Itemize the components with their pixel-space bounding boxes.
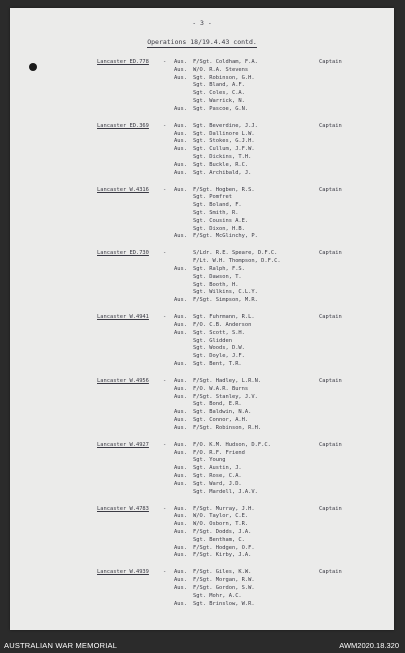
crew-member-row [10,409,394,417]
member-name: Sgt. Young [193,457,226,464]
captain-label: Captain [319,505,342,512]
member-name: Sgt. Booth, H. [193,281,239,288]
crew-member-row [10,162,394,170]
member-name: F/Sgt. Hodgen, O.F. [193,544,255,551]
crew-member-row [10,481,394,489]
member-prefix: Aus. [174,480,187,487]
crew-member-row [10,59,394,67]
member-name: Sgt. Coles, C.A. [193,90,245,97]
member-prefix: Aus. [174,393,187,400]
crew-member-row [10,266,394,274]
member-name: F/Sgt. Murray, J.H. [193,505,255,512]
page-heading [10,38,394,46]
crew-member-row [10,138,394,146]
member-prefix: Aus. [174,416,187,423]
crew-block [10,378,394,442]
crew-member-row [10,506,394,514]
crew-member-row [10,250,394,258]
crew-member-row [10,537,394,545]
crew-member-row [10,601,394,609]
member-name: F/Sgt. McGlinchy, P. [193,233,258,240]
member-prefix: Aus. [174,584,187,591]
crew-member-row [10,330,394,338]
aircraft-designation: Lancaster ED.369 [97,122,149,129]
member-name: F/Sgt. Kirby, J.A. [193,552,252,559]
crew-member-row [10,386,394,394]
crew-block [10,59,394,123]
member-name: F/Sgt. Hogben, R.S. [193,186,255,193]
member-name: Sgt. Doyle, J.F. [193,353,245,360]
member-name: Sgt. Beverdine, J.J. [193,122,258,129]
crew-block [10,123,394,187]
member-name: Sgt. Scott, S.H. [193,329,245,336]
crew-member-row [10,473,394,481]
crew-block [10,187,394,251]
crew-member-row [10,233,394,241]
separator-dash: - [163,377,167,384]
crew-member-row [10,314,394,322]
crew-member-row [10,378,394,386]
member-prefix: Aus. [174,409,187,416]
separator-dash: - [163,186,167,193]
crew-member-row [10,154,394,162]
member-prefix: Aus. [174,472,187,479]
aircraft-designation: Lancaster W.4927 [97,441,149,448]
crew-block [10,569,394,633]
member-name: Sgt. Bent, T.R. [193,360,242,367]
crew-member-row [10,401,394,409]
captain-label: Captain [319,122,342,129]
member-name: F/Sgt. Simpson, M.R. [193,297,258,304]
member-name: Sgt. Woods, D.W. [193,345,245,352]
crew-member-row [10,353,394,361]
page-heading-text: Operations 18/19.4.43 contd. [147,38,257,46]
member-prefix: Aus. [174,377,187,384]
crew-member-row [10,274,394,282]
aircraft-designation: Lancaster W.4316 [97,186,149,193]
member-name: F/Lt. W.H. Thompson, D.F.C. [193,258,281,265]
member-prefix: Aus. [174,544,187,551]
crew-member-row [10,123,394,131]
crew-member-row [10,338,394,346]
member-name: F/Sgt. Dodds, J.A. [193,528,252,535]
captain-label: Captain [319,186,342,193]
member-name: Sgt. Stokes, G.J.H. [193,138,255,145]
member-prefix: Aus. [174,521,187,528]
separator-dash: - [163,314,167,321]
member-name: F/O. C.B. Anderson [193,321,252,328]
separator-dash: - [163,505,167,512]
member-name: F/Sgt. Giles, K.W. [193,569,252,576]
member-prefix: Aus. [174,186,187,193]
crew-member-row [10,450,394,458]
crew-block [10,506,394,570]
crew-member-row [10,545,394,553]
member-prefix: Aus. [174,600,187,607]
crew-member-row [10,106,394,114]
crew-member-row [10,345,394,353]
member-name: W/O. R.A. Stevens [193,66,249,73]
member-name: Sgt. Dickins, T.H. [193,153,252,160]
crew-member-row [10,226,394,234]
member-name: F/Sgt. Coldham, F.A. [193,59,258,65]
crew-member-row [10,146,394,154]
member-name: Sgt. Cousins A.E. [193,217,249,224]
crew-member-row [10,194,394,202]
member-prefix: Aus. [174,424,187,431]
member-name: Sgt. Buckle, R.C. [193,161,249,168]
document-page [10,8,394,630]
aircraft-designation: Lancaster W.4939 [97,569,149,576]
member-name: F/Sgt. Gordon, S.W. [193,584,255,591]
crew-member-row [10,361,394,369]
crew-member-row [10,75,394,83]
member-name: F/Sgt. Robinson, R.H. [193,424,262,431]
member-name: Sgt. Dawson, T. [193,273,242,280]
member-prefix: Aus. [174,465,187,472]
member-prefix: Aus. [174,505,187,512]
separator-dash: - [163,441,167,448]
member-prefix: Aus. [174,321,187,328]
footer-institution: AUSTRALIAN WAR MEMORIAL [4,641,118,650]
aircraft-designation: Lancaster W.4783 [97,505,149,512]
crew-member-row [10,187,394,195]
crew-block [10,442,394,506]
member-prefix: Aus. [174,314,187,321]
crew-member-row [10,282,394,290]
member-name: Sgt. Rose, C.A. [193,472,242,479]
crew-member-row [10,552,394,560]
member-prefix: Aus. [174,161,187,168]
crew-member-row [10,98,394,106]
member-prefix: Aus. [174,577,187,584]
member-name: F/Sgt. Morgan, R.W. [193,577,255,584]
crew-member-row [10,513,394,521]
member-name: Sgt. Bond, E.R. [193,401,242,408]
member-name: Sgt. Bentham, C. [193,536,245,543]
member-prefix: Aus. [174,449,187,456]
crew-member-row [10,593,394,601]
member-prefix: Aus. [174,146,187,153]
aircraft-designation: Lancaster ED.730 [97,250,149,257]
member-name: Sgt. Mohr, A.C. [193,592,242,599]
member-name: Sgt. Glidden [193,337,232,344]
crew-member-row [10,569,394,577]
member-name: F/O. R.F. Friend [193,449,245,456]
member-name: Sgt. Baldwin, N.A. [193,409,252,416]
member-prefix: Aus. [174,122,187,129]
member-prefix: Aus. [174,385,187,392]
crew-member-row [10,425,394,433]
crew-list [10,59,394,633]
member-prefix: Aus. [174,360,187,367]
separator-dash: - [163,250,167,257]
member-prefix: Aus. [174,105,187,112]
member-prefix: Aus. [174,130,187,137]
member-name: Sgt. Brinslow, W.R. [193,600,255,607]
page-number: - 3 - [192,19,212,27]
crew-member-row [10,489,394,497]
crew-member-row [10,131,394,139]
crew-member-row [10,90,394,98]
member-name: Sgt. Cullum, J.F.W. [193,146,255,153]
captain-label: Captain [319,377,342,384]
member-name: Sgt. Connor, A.H. [193,416,249,423]
crew-member-row [10,297,394,305]
captain-label: Captain [319,441,342,448]
member-name: Sgt. Ralph, F.S. [193,265,245,272]
member-name: Sgt. Austin, J. [193,465,242,472]
member-name: Sgt. Pascoe, G.N. [193,105,249,112]
member-prefix: Aus. [174,138,187,145]
crew-block [10,314,394,378]
member-prefix: Aus. [174,329,187,336]
crew-member-row [10,577,394,585]
member-prefix: Aus. [174,569,187,576]
member-name: F/Sgt. Stanley, J.V. [193,393,258,400]
member-name: Sgt. Bland, A.F. [193,82,245,89]
crew-member-row [10,585,394,593]
member-name: Sgt. Ward, J.D. [193,480,242,487]
member-prefix: Aus. [174,169,187,176]
member-prefix: Aus. [174,441,187,448]
crew-member-row [10,465,394,473]
aircraft-designation: Lancaster W.4941 [97,314,149,321]
member-name: W/O. Osborn, T.R. [193,521,249,528]
member-name: Sgt. Boland, F. [193,202,242,209]
crew-member-row [10,258,394,266]
member-name: Sgt. Warrick, N. [193,97,245,104]
member-prefix: Aus. [174,513,187,520]
captain-label: Captain [319,59,342,65]
crew-member-row [10,67,394,75]
member-prefix: Aus. [174,233,187,240]
crew-member-row [10,529,394,537]
member-name: S/Ldr. R.E. Speare, D.F.C. [193,250,278,257]
member-name: F/O. W.A.R. Burns [193,385,249,392]
crew-member-row [10,170,394,178]
member-name: Sgt. Pomfret [193,194,232,201]
crew-member-row [10,442,394,450]
footer-accession-number: AWM2020.18.320 [339,641,399,650]
member-name: Sgt. Dallinore L.W. [193,130,255,137]
member-prefix: Aus. [174,66,187,73]
member-name: Sgt. Smith, R. [193,209,239,216]
member-name: Sgt. Mardell, J.A.V. [193,488,258,495]
crew-member-row [10,218,394,226]
aircraft-designation: Lancaster ED.778 [97,59,149,65]
member-prefix: Aus. [174,552,187,559]
member-name: Sgt. Archibald, J. [193,169,252,176]
captain-label: Captain [319,569,342,576]
member-name: Sgt. Fuhrmann, R.L. [193,314,255,321]
member-prefix: Aus. [174,74,187,81]
crew-member-row [10,210,394,218]
captain-label: Captain [319,314,342,321]
member-name: W/O. Taylor, C.E. [193,513,249,520]
crew-member-row [10,394,394,402]
member-name: F/Sgt. Hadley, L.R.N. [193,377,262,384]
member-prefix: Aus. [174,59,187,65]
member-name: Sgt. Robinson, G.H. [193,74,255,81]
member-name: Sgt. Dixon, H.B. [193,225,245,232]
member-name: Sgt. Wilkins, C.L.Y. [193,289,258,296]
crew-member-row [10,322,394,330]
member-name: F/O. K.M. Hudson, D.F.C. [193,441,271,448]
captain-label: Captain [319,250,342,257]
crew-member-row [10,82,394,90]
footer-bar [0,637,405,653]
crew-member-row [10,521,394,529]
member-prefix: Aus. [174,297,187,304]
separator-dash: - [163,122,167,129]
crew-member-row [10,202,394,210]
member-prefix: Aus. [174,528,187,535]
crew-block [10,250,394,314]
crew-member-row [10,457,394,465]
crew-member-row [10,289,394,297]
aircraft-designation: Lancaster W.4956 [97,377,149,384]
crew-member-row [10,417,394,425]
member-prefix: Aus. [174,265,187,272]
separator-dash: - [163,59,167,65]
separator-dash: - [163,569,167,576]
